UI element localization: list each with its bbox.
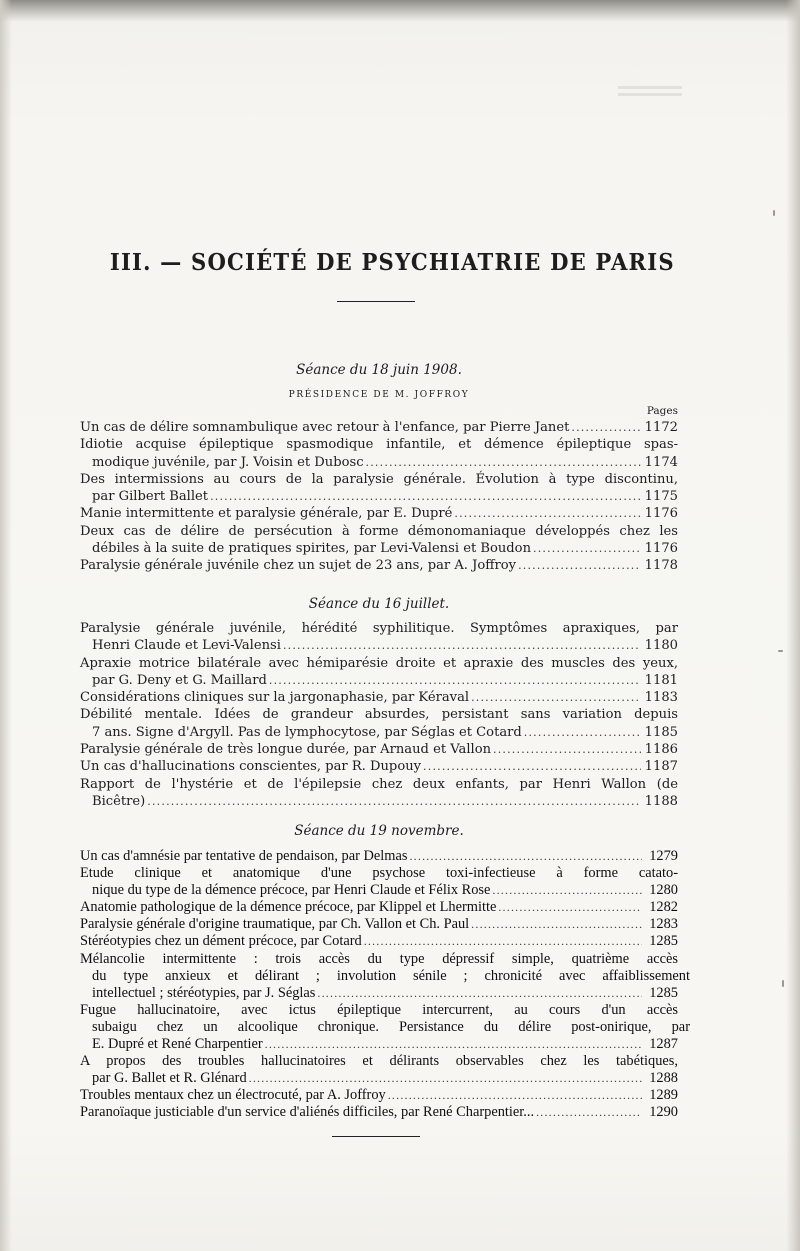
toc-entry (80, 706, 678, 741)
toc-entry-text: Un cas d'hallucinations conscientes, par R. Dupouy (80, 759, 422, 775)
toc-entry (80, 776, 678, 811)
toc-entry (80, 655, 678, 690)
dot-leader (269, 672, 641, 689)
dot-leader (409, 848, 642, 865)
toc-entry-text: Des intermissions au cours de la paralysie générale. Évolution à type discontinu, (80, 471, 678, 487)
dot-leader (471, 689, 641, 706)
toc-entry-last-line (80, 933, 678, 950)
toc-entry-text: Idiotie acquise épileptique spasmodique infantile, et démence épileptique spas- (80, 437, 678, 453)
toc-entry-text: Paranoïaque justiciable d'un service d'aliénés difficiles, par René Charpentier... (80, 1104, 535, 1121)
toc-entry-text: Deux cas de délire de persécution à forme démonomaniaque développés chez les (80, 523, 678, 539)
dot-leader (147, 793, 640, 810)
page-number: 1187 (644, 759, 678, 775)
toc-entry-last-line (80, 985, 678, 1002)
toc-entry (80, 933, 678, 950)
toc-entry-text: Paralysie générale de très longue durée, par Arnaud et Vallon (80, 742, 492, 758)
toc-entry-line (80, 1018, 690, 1036)
toc-entry-line (80, 951, 678, 968)
dot-leader (471, 916, 642, 933)
presidence-line: PRÉSIDENCE DE M. JOFFROY (288, 390, 470, 400)
toc-entry-text: nique du type de la démence précoce, par Henri Claude et Félix Rose (92, 882, 491, 899)
page-number: 1287 (649, 1036, 678, 1053)
toc-entry-text: intellectuel ; stéréotypies, par J. Séglas (92, 984, 316, 1001)
toc-entry (80, 741, 678, 758)
toc-entry-line (80, 865, 678, 882)
page-number: 1172 (644, 420, 678, 435)
toc-entry (80, 419, 678, 436)
toc-entry-text: Etude clinique et anatomique d'une psychose toxi-infectieuse à forme catato- (80, 865, 678, 882)
page-number: 1180 (644, 638, 678, 654)
toc-entry-text: Débilité mentale. Idées de grandeur absurdes, persistant sans variation depuis (80, 707, 678, 723)
dot-leader (493, 741, 641, 758)
toc-entry-last-line (80, 899, 678, 916)
toc-entry-last-line (80, 882, 678, 899)
toc-entry-last-line (80, 1087, 678, 1104)
page-number: 1282 (649, 899, 678, 916)
dot-leader (423, 758, 641, 775)
toc-entry-last-line (80, 1070, 678, 1087)
toc-entry-last-line (80, 505, 678, 522)
page-number: 1185 (644, 724, 678, 740)
page-number: 1183 (644, 690, 678, 706)
page-number: 1283 (649, 916, 678, 933)
dot-leader (524, 724, 641, 741)
toc-entry-line (80, 523, 678, 540)
dot-leader (571, 419, 640, 436)
dot-leader (265, 1036, 642, 1053)
toc-entry (80, 436, 678, 471)
toc-entry (80, 1104, 678, 1121)
toc-entry (80, 848, 678, 865)
toc-entry-last-line (80, 488, 678, 505)
toc-entry-line (80, 706, 678, 723)
toc-entry (80, 523, 678, 558)
page-number: 1188 (644, 793, 678, 809)
dot-leader (317, 985, 642, 1002)
toc-entry-last-line (80, 793, 678, 810)
toc-entry (80, 557, 678, 574)
toc-entry-text: Troubles mentaux chez un électrocuté, par A. Joffroy (80, 1087, 386, 1104)
toc-entry-line (80, 471, 678, 488)
toc-entry-line (80, 776, 678, 793)
dot-leader (492, 882, 642, 899)
page-number: 1176 (644, 506, 678, 522)
toc-entry (80, 1087, 678, 1104)
toc-entry-text: 7 ans. Signe d'Argyll. Pas de lymphocytose, par Séglas et Cotard (92, 724, 522, 740)
toc-entry-text: Fugue hallucinatoire, avec ictus épileptique intercurrent, au cours d'un accès (80, 1001, 678, 1018)
dot-leader (249, 1070, 642, 1087)
toc-entry (80, 899, 678, 916)
toc-entry-line (80, 967, 690, 985)
toc-entry (80, 916, 678, 933)
page-number: 1176 (644, 541, 678, 557)
toc-entry (80, 689, 678, 706)
scan-specks (770, 0, 790, 1251)
toc-entry-text: Considérations cliniques sur la jargonaphasie, par Kéraval (80, 690, 470, 706)
toc-entry-text: A propos des troubles hallucinatoires et délirants observables chez les tabétiques, (80, 1053, 678, 1070)
toc-entry-text: débiles à la suite de pratiques spirites, par Levi-Valensi et Boudon (92, 541, 531, 557)
toc-entry-last-line (80, 758, 678, 775)
page-number: 1290 (649, 1104, 678, 1121)
toc-entry-text: E. Dupré et René Charpentier (92, 1036, 263, 1053)
page-number: 1174 (644, 454, 678, 470)
toc-entry (80, 471, 678, 506)
dot-leader (364, 933, 642, 950)
toc-entry-text: modique juvénile, par J. Voisin et Dubosc (92, 454, 364, 470)
dot-leader (283, 637, 641, 654)
toc-entry-text: Henri Claude et Levi-Valensi (92, 638, 281, 654)
dot-leader (388, 1087, 642, 1104)
dot-leader (498, 899, 642, 916)
toc-entry (80, 1001, 690, 1053)
toc-entry-text: Anatomie pathologique de la démence précoce, par Klippel et Lhermitte (80, 899, 497, 916)
toc-entry-text: subaigu chez un alcoolique chronique. Persistance du délire post-onirique, par (92, 1018, 690, 1035)
toc-entry-last-line (80, 454, 678, 471)
toc-entry-last-line (80, 741, 678, 758)
scan-shadow-top (0, 0, 800, 22)
toc-entry (80, 950, 690, 1002)
toc-entry-last-line (80, 916, 678, 933)
dot-leader (518, 557, 641, 574)
page-number: 1181 (644, 672, 678, 688)
toc-entry-last-line (80, 1036, 678, 1053)
scan-shadow-left (0, 0, 12, 1251)
page-number: 1288 (649, 1070, 678, 1087)
session-heading-3: Séance du 19 novembre. (294, 823, 464, 839)
title-rule (337, 301, 415, 302)
page-number: 1175 (644, 489, 678, 505)
toc-entry-last-line (80, 672, 678, 689)
toc-entry-text: Bicêtre) (92, 793, 146, 809)
toc-entry (80, 620, 678, 655)
dot-leader (454, 505, 640, 522)
toc-entry-last-line (80, 637, 678, 654)
toc-entry-last-line (80, 557, 678, 574)
page-number: 1285 (649, 984, 678, 1001)
toc-entry-text: Paralysie générale juvénile chez un sujet de 23 ans, par A. Joffroy (80, 558, 517, 574)
toc-entry-last-line (80, 724, 678, 741)
page-number: 1279 (649, 848, 678, 864)
toc-entry-line (80, 436, 678, 453)
session-heading-2: Séance du 16 juillet. (308, 596, 450, 612)
toc-entry-text: Un cas d'amnésie par tentative de pendaison, par Delmas (80, 848, 408, 864)
toc-entry-last-line (80, 540, 678, 557)
toc-entry-text: Paralysie générale juvénile, hérédité syphilitique. Symptômes apraxiques, par (80, 621, 678, 636)
show-through-bleed (618, 82, 682, 98)
toc-entry-line (80, 1002, 678, 1019)
session-heading-1: Séance du 18 juin 1908. (296, 362, 462, 378)
dot-leader (366, 454, 641, 471)
toc-entry (80, 865, 678, 899)
toc-entry-last-line (80, 1104, 678, 1121)
closing-rule (332, 1136, 420, 1137)
toc-entry-text: Un cas de délire somnambulique avec retour à l'enfance, par Pierre Janet (80, 420, 570, 435)
toc-entry-line (80, 1053, 678, 1070)
page-number: 1186 (644, 742, 678, 758)
toc-entry (80, 505, 678, 522)
toc-entry-text: Apraxie motrice bilatérale avec hémiparésie droite et apraxie des muscles des yeux, (80, 655, 678, 671)
toc-entry-line (80, 620, 678, 637)
session-entries-3 (80, 848, 690, 1122)
pages-column-label: Pages (646, 405, 678, 417)
toc-entry (80, 758, 678, 775)
dot-leader (210, 488, 641, 505)
page-number: 1280 (649, 882, 678, 899)
toc-entry-last-line (80, 419, 678, 436)
toc-entry (80, 1053, 678, 1087)
toc-entry-text: par G. Ballet et R. Glénard (92, 1070, 247, 1087)
toc-entry-last-line (80, 689, 678, 706)
section-title: III. — SOCIÉTÉ DE PSYCHIATRIE DE PARIS (109, 248, 675, 276)
toc-entry-line (80, 655, 678, 672)
toc-entry-text: par Gilbert Ballet (92, 489, 209, 505)
toc-entry-text: Stéréotypies chez un dément précoce, par Cotard (80, 933, 362, 950)
toc-entry-text: Paralysie générale d'origine traumatique, par Ch. Vallon et Ch. Paul (80, 916, 470, 933)
session-entries-2 (80, 620, 678, 810)
page-number: 1285 (649, 933, 678, 950)
toc-entry-text: par G. Deny et G. Maillard (92, 672, 267, 688)
page-number: 1178 (644, 558, 678, 574)
session-entries-1 (80, 419, 678, 575)
page-number: 1289 (649, 1087, 678, 1104)
dot-leader (536, 1104, 642, 1121)
dot-leader (533, 540, 641, 557)
toc-entry-last-line (80, 848, 678, 865)
toc-entry-text: du type anxieux et délirant ; involution sénile ; chronicité avec affaiblissement (92, 967, 690, 984)
toc-entry-text: Manie intermittente et paralysie générale, par E. Dupré (80, 506, 453, 522)
toc-entry-text: Mélancolie intermittente : trois accès du type dépressif simple, quatrième accès (80, 950, 678, 967)
toc-entry-text: Rapport de l'hystérie et de l'épilepsie chez deux enfants, par Henri Wallon (de (80, 776, 678, 792)
